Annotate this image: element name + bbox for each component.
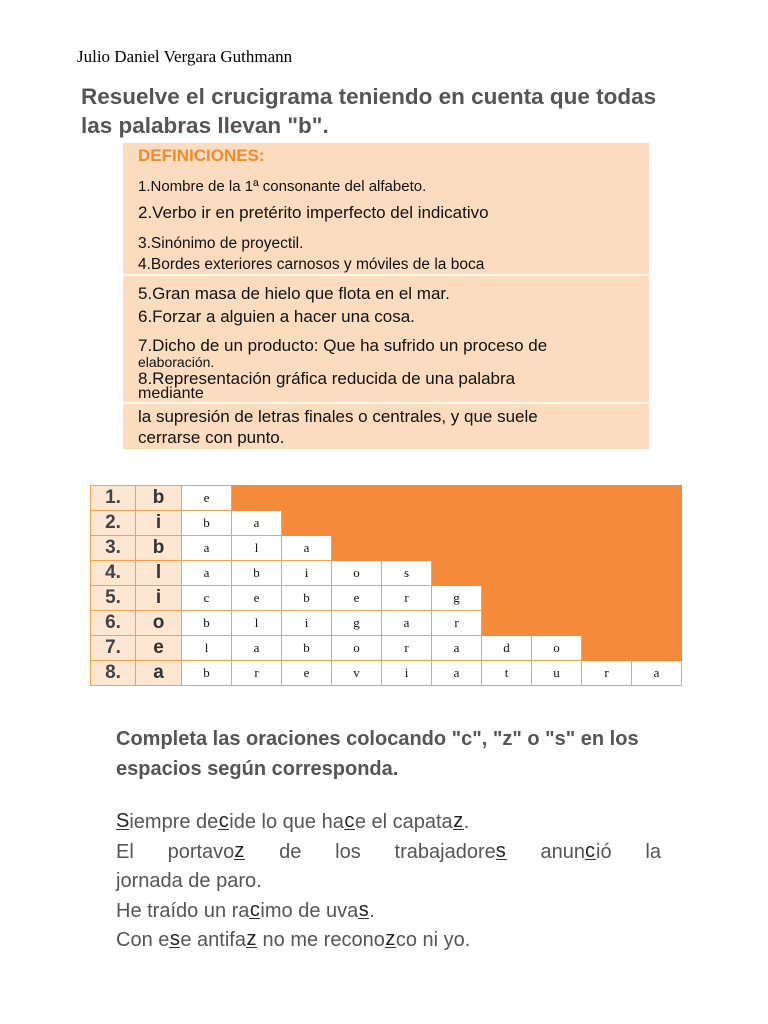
blocked-cell	[532, 511, 582, 536]
letter-cell[interactable]: r	[382, 636, 432, 661]
blocked-cell	[332, 511, 382, 536]
letter-cell[interactable]: l	[232, 611, 282, 636]
blocked-cell	[382, 511, 432, 536]
letter-cell[interactable]: b	[182, 511, 232, 536]
blocked-cell	[432, 511, 482, 536]
definitions-divider	[123, 402, 649, 404]
blocked-cell	[582, 611, 632, 636]
row-initial-letter: b	[136, 486, 182, 511]
blocked-cell	[632, 511, 682, 536]
sentence-1	[116, 808, 661, 838]
letter-cell[interactable]: b	[232, 561, 282, 586]
row-number: 7.	[91, 636, 136, 661]
row-initial-letter: b	[136, 536, 182, 561]
row-number: 2.	[91, 511, 136, 536]
blocked-cell	[482, 586, 532, 611]
definition-7-cont: elaboración.	[138, 354, 215, 370]
crossword-row	[91, 586, 682, 611]
blocked-cell	[482, 561, 532, 586]
letter-cell[interactable]: i	[282, 561, 332, 586]
blocked-cell	[582, 511, 632, 536]
crossword-grid	[90, 485, 682, 686]
row-initial-letter: e	[136, 636, 182, 661]
letter-cell[interactable]: b	[282, 586, 332, 611]
blocked-cell	[432, 561, 482, 586]
row-number: 4.	[91, 561, 136, 586]
blocked-cell	[632, 636, 682, 661]
blocked-cell	[482, 536, 532, 561]
blocked-cell	[532, 586, 582, 611]
definition-4: 4.Bordes exteriores carnosos y móviles de la boca	[138, 256, 485, 273]
sentence-text: de los trabajadore	[245, 840, 496, 863]
blocked-cell	[232, 486, 282, 511]
definitions-divider	[123, 274, 649, 276]
letter-cell[interactable]: l	[182, 636, 232, 661]
sentence-3	[116, 897, 661, 927]
sentence-2-cont	[116, 867, 661, 897]
letter-cell[interactable]: b	[182, 611, 232, 636]
answer-blank[interactable]: c	[344, 810, 355, 832]
blocked-cell	[432, 536, 482, 561]
blocked-cell	[632, 586, 682, 611]
sentence-text: He traído un ra	[116, 899, 250, 922]
definition-3: 3.Sinónimo de proyectil.	[138, 235, 304, 252]
answer-blank[interactable]: z	[385, 928, 396, 950]
author-name: Julio Daniel Vergara Guthmann	[77, 47, 293, 66]
row-initial-letter: o	[136, 611, 182, 636]
letter-cell[interactable]: o	[532, 636, 582, 661]
letter-cell[interactable]: a	[232, 511, 282, 536]
letter-cell[interactable]: a	[282, 536, 332, 561]
blocked-cell	[632, 561, 682, 586]
letter-cell[interactable]: i	[282, 611, 332, 636]
definition-6: 6.Forzar a alguien a hacer una cosa.	[138, 307, 415, 326]
letter-cell[interactable]: a	[382, 611, 432, 636]
blocked-cell	[482, 611, 532, 636]
sentence-2	[116, 838, 661, 868]
sentence-text: e antifa	[180, 929, 246, 951]
row-number: 1.	[91, 486, 136, 511]
answer-blank[interactable]: S	[116, 810, 130, 832]
letter-cell[interactable]: b	[282, 636, 332, 661]
answer-blank[interactable]: s	[495, 839, 506, 862]
blocked-cell	[532, 486, 582, 511]
crossword-row	[91, 561, 682, 586]
letter-cell[interactable]: r	[232, 661, 282, 686]
crossword-row	[91, 536, 682, 561]
definition-1: 1.Nombre de la 1ª consonante del alfabeto.	[138, 178, 427, 195]
sentence-text: imo de uva	[260, 899, 359, 922]
sentence-text: anun	[506, 840, 586, 863]
sentence-text: Con e	[116, 929, 170, 951]
letter-cell[interactable]: o	[332, 561, 382, 586]
letter-cell[interactable]: a	[432, 661, 482, 686]
answer-blank[interactable]: c	[218, 810, 229, 832]
crossword-row	[91, 661, 682, 686]
letter-cell[interactable]: a	[432, 636, 482, 661]
sentence-4	[116, 926, 661, 956]
definition-8-cont: mediante	[138, 385, 204, 402]
definition-8: 8.Representación gráfica reducida de una palabra	[138, 369, 516, 388]
blocked-cell	[532, 611, 582, 636]
letter-cell[interactable]: l	[232, 536, 282, 561]
definition-5: 5.Gran masa de hielo que flota en el mar.	[138, 284, 450, 303]
letter-cell[interactable]: s	[382, 561, 432, 586]
row-number: 5.	[91, 586, 136, 611]
letter-cell[interactable]: r	[432, 611, 482, 636]
row-number: 3.	[91, 536, 136, 561]
blocked-cell	[382, 536, 432, 561]
definitions-box	[123, 143, 649, 449]
row-number: 8.	[91, 661, 136, 686]
sentence-text: no me recono	[256, 929, 385, 951]
letter-cell[interactable]: u	[532, 661, 582, 686]
blocked-cell	[482, 486, 532, 511]
letter-cell[interactable]: r	[582, 661, 632, 686]
blocked-cell	[332, 536, 382, 561]
letter-cell[interactable]: a	[232, 636, 282, 661]
sentence-text: jornada de paro.	[116, 870, 262, 892]
blocked-cell	[632, 486, 682, 511]
letter-cell[interactable]: g	[432, 586, 482, 611]
sentence-text: El portavo	[116, 840, 235, 863]
blocked-cell	[482, 511, 532, 536]
row-initial-letter: l	[136, 561, 182, 586]
crossword-row	[91, 611, 682, 636]
definition-2: 2.Verbo ir en pretérito imperfecto del indicativo	[138, 203, 489, 222]
blocked-cell	[582, 561, 632, 586]
answer-blank[interactable]: z	[234, 839, 245, 862]
blocked-cell	[582, 636, 632, 661]
row-initial-letter: a	[136, 661, 182, 686]
answer-blank[interactable]: s	[169, 928, 180, 950]
sentence-text: e el capata	[354, 811, 453, 833]
row-number: 6.	[91, 611, 136, 636]
blocked-cell	[582, 536, 632, 561]
row-initial-letter: i	[136, 586, 182, 611]
sentence-text: .	[463, 811, 470, 833]
crossword-instructions: Resuelve el crucigrama teniendo en cuenta que todas las palabras llevan "b".	[81, 84, 657, 138]
blocked-cell	[582, 486, 632, 511]
letter-cell[interactable]: d	[482, 636, 532, 661]
sentence-text: iempre de	[129, 811, 219, 833]
blocked-cell	[432, 486, 482, 511]
blocked-cell	[282, 486, 332, 511]
blocked-cell	[582, 586, 632, 611]
blocked-cell	[632, 611, 682, 636]
crossword-row	[91, 486, 682, 511]
crossword-row	[91, 511, 682, 536]
sentence-text: co ni yo.	[395, 929, 471, 951]
sentence-text: .	[369, 899, 375, 922]
letter-cell[interactable]: i	[382, 661, 432, 686]
answer-blank[interactable]: z	[246, 928, 257, 950]
letter-cell[interactable]: e	[232, 586, 282, 611]
letter-cell[interactable]: g	[332, 611, 382, 636]
letter-cell[interactable]: t	[482, 661, 532, 686]
letter-cell[interactable]: v	[332, 661, 382, 686]
definitions-header: DEFINICIONES:	[138, 146, 265, 165]
definition-7: 7.Dicho de un producto: Que ha sufrido un proceso de	[138, 336, 548, 355]
blocked-cell	[382, 486, 432, 511]
fill-in-instructions: Completa las oraciones colocando "c", "z" o "s" en los espacios según corresponda.	[116, 728, 639, 780]
blocked-cell	[532, 561, 582, 586]
letter-cell[interactable]: e	[282, 661, 332, 686]
sentences-block	[116, 808, 661, 956]
letter-cell[interactable]: a	[182, 561, 232, 586]
definition-8-line4: cerrarse con punto.	[138, 428, 285, 447]
letter-cell[interactable]: a	[182, 536, 232, 561]
letter-cell[interactable]: e	[332, 586, 382, 611]
letter-cell[interactable]: e	[182, 486, 232, 511]
blocked-cell	[282, 511, 332, 536]
blocked-cell	[632, 536, 682, 561]
letter-cell[interactable]: b	[182, 661, 232, 686]
answer-blank[interactable]: s	[358, 898, 369, 921]
blocked-cell	[332, 486, 382, 511]
crossword-row	[91, 636, 682, 661]
letter-cell[interactable]: c	[182, 586, 232, 611]
letter-cell[interactable]: a	[632, 661, 682, 686]
answer-blank[interactable]: z	[453, 810, 464, 832]
answer-blank[interactable]: c	[249, 898, 260, 921]
definition-8-line3: la supresión de letras finales o centrales, y que suele	[138, 407, 538, 426]
answer-blank[interactable]: c	[585, 839, 596, 862]
sentence-text: ió la	[596, 840, 661, 863]
blocked-cell	[532, 536, 582, 561]
sentence-text: ide lo que ha	[229, 811, 344, 833]
letter-cell[interactable]: r	[382, 586, 432, 611]
letter-cell[interactable]: o	[332, 636, 382, 661]
row-initial-letter: i	[136, 511, 182, 536]
